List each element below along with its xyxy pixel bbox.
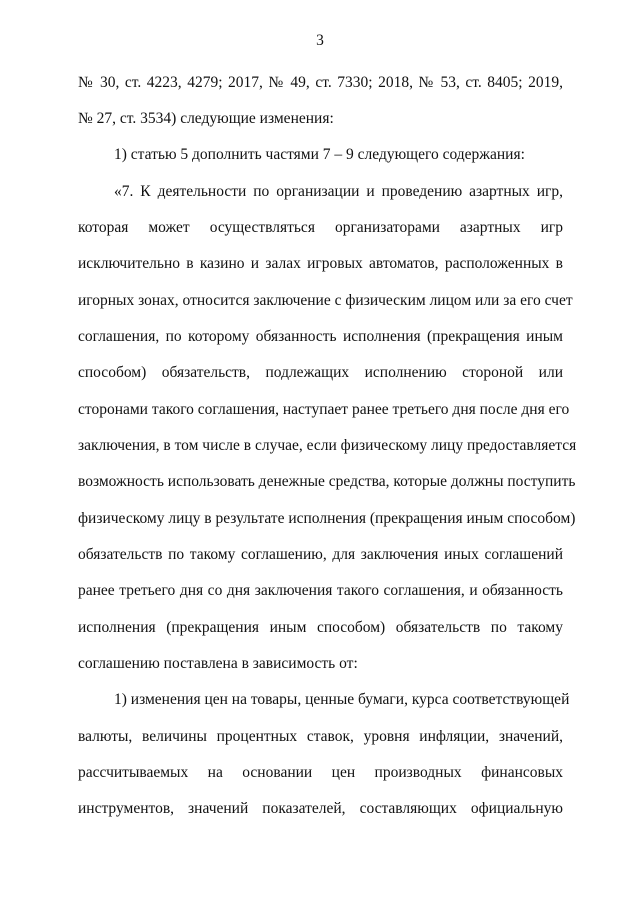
text-line-2: № 27, ст. 3534) следующие изменения: [78,110,334,127]
text-line-6: исключительно в казино и залах игровых автоматов, расположенных в [78,255,563,272]
text-line-17: соглашению поставлена в зависимость от: [78,655,358,672]
text-line-7: игорных зонах, относится заключение с физическим лицом или за его счет [78,292,573,309]
text-line-9: способом) обязательств, подлежащих исполнению стороной или [78,364,563,381]
text-line-13: физическому лицу в результате исполнения (прекращения иным способом) [78,510,576,527]
text-line-19: валюты, величины процентных ставок, уровня инфляции, значений, [78,728,563,745]
text-line-10: сторонами такого соглашения, наступает ранее третьего дня после дня его [78,401,570,418]
text-line-14: обязательств по такому соглашению, для заключения иных соглашений [78,546,563,563]
text-line-5: которая может осуществляться организаторами азартных игр [78,219,563,236]
page-number: 3 [316,32,324,49]
text-line-4: «7. К деятельности по организации и проведению азартных игр, [114,183,563,200]
text-line-3: 1) статью 5 дополнить частями 7 – 9 следующего содержания: [114,146,525,163]
text-line-12: возможность использовать денежные средства, которые должны поступить [78,473,576,490]
text-line-15: ранее третьего дня со дня заключения такого соглашения, и обязанность [78,582,563,599]
text-line-16: исполнения (прекращения иным способом) обязательств по такому [78,619,563,636]
text-line-21: инструментов, значений показателей, составляющих официальную [78,800,563,817]
text-line-20: рассчитываемых на основании цен производных финансовых [78,764,563,781]
text-line-11: заключения, в том числе в случае, если физическому лицу предоставляется [78,437,577,454]
text-line-18: 1) изменения цен на товары, ценные бумаги, курса соответствующей [114,691,570,708]
text-line-1: № 30, ст. 4223, 4279; 2017, № 49, ст. 7330; 2018, № 53, ст. 8405; 2019, [78,74,563,91]
text-line-8: соглашения, по которому обязанность исполнения (прекращения иным [78,328,563,345]
